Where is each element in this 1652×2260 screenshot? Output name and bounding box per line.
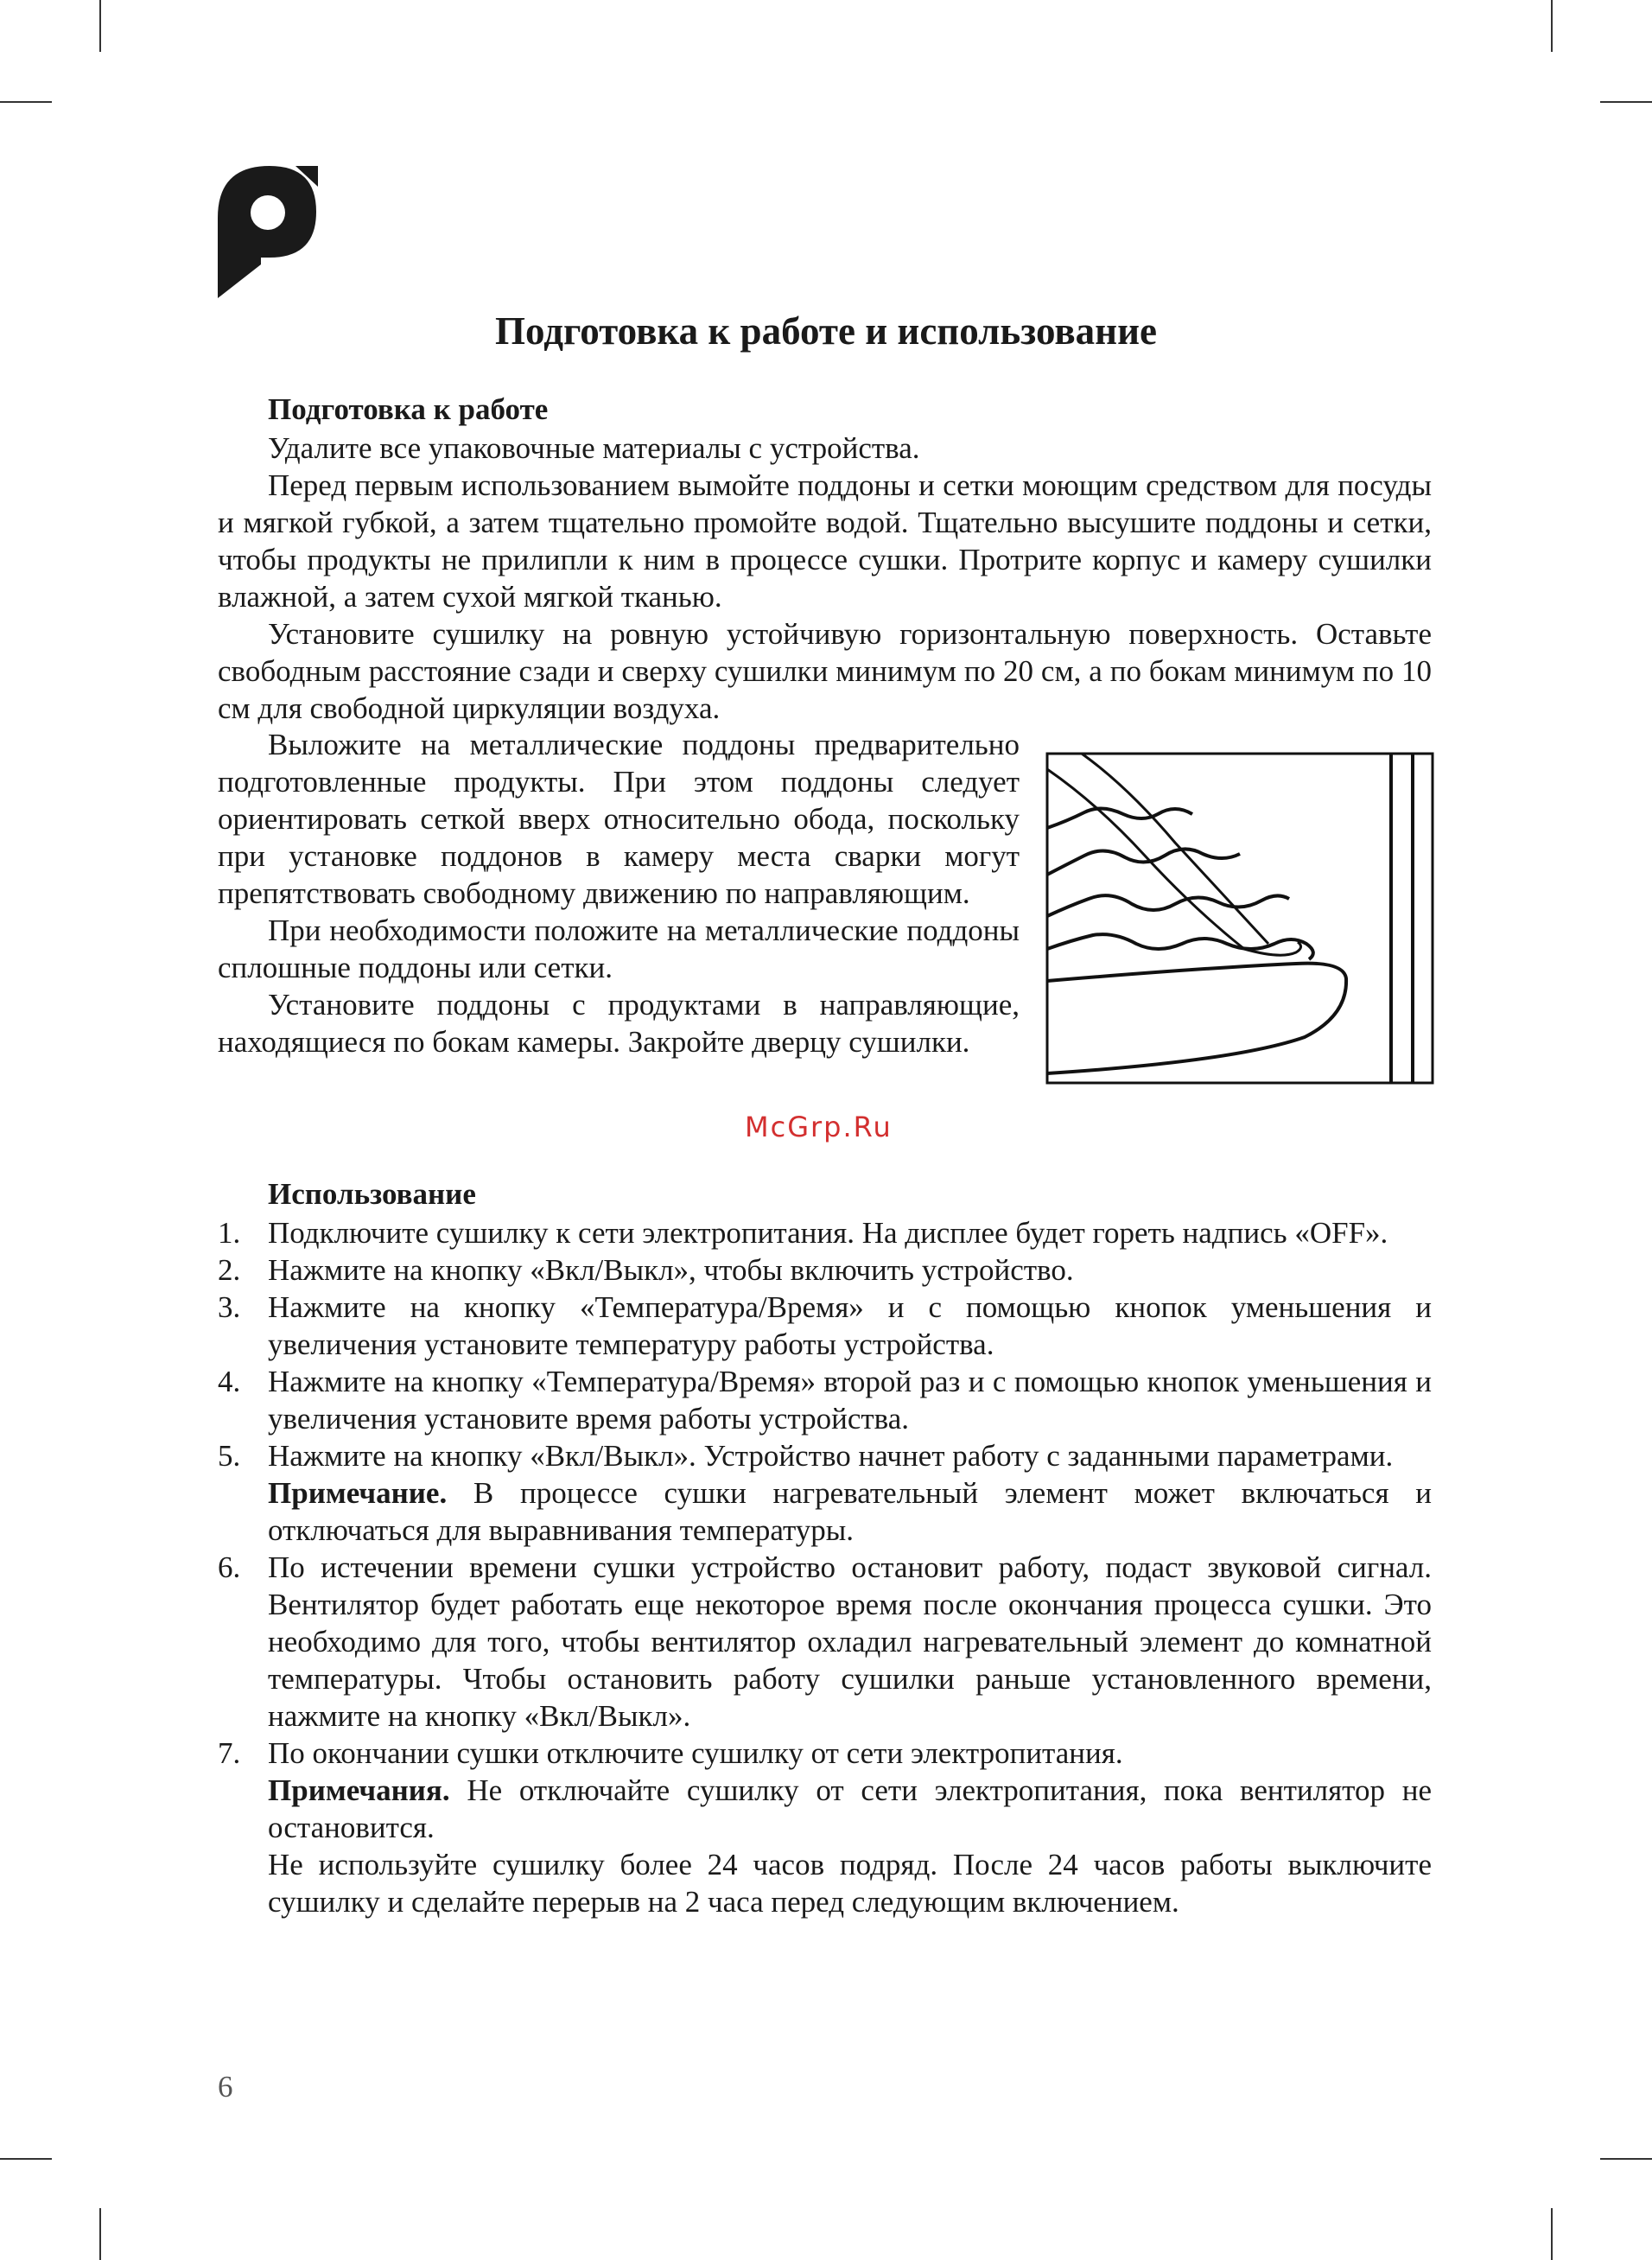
note-item	[218, 1474, 1432, 1549]
paragraph: Перед первым использованием вымойте поддоны и сетки моющим средством для посуды и мягкой губкой, а затем тщательно промойте водой. Тщательно высушите поддоны и сетки, чтобы продукты не прилипли к ним в процессе сушки. Протрите корпус и камеру сушилки влажной, а затем сухой мягкой тканью.	[218, 468, 1432, 614]
crop-mark	[99, 0, 101, 52]
list-item	[218, 1735, 1432, 1772]
step-text: По окончании сушки отключите сушилку от сети электропитания.	[268, 1736, 1123, 1770]
step-number: 3.	[218, 1290, 241, 1324]
note-item	[218, 1772, 1432, 1846]
usage-steps-list	[218, 1214, 1432, 1920]
crop-mark	[99, 2208, 101, 2260]
crop-mark	[1600, 101, 1652, 103]
paragraph: Установите поддоны с продуктами в направляющие, находящиеся по бокам камеры. Закройте дверцу сушилки.	[218, 988, 1020, 1059]
section-heading-preparation: Подготовка к работе	[268, 392, 549, 426]
crop-mark	[1551, 0, 1553, 52]
crop-mark	[1600, 2158, 1652, 2160]
note-text: В процессе сушки нагревательный элемент может включаться и отключаться для выравнивания температуры.	[268, 1476, 1432, 1547]
step-text: Подключите сушилку к сети электропитания. На дисплее будет гореть надпись «OFF».	[268, 1216, 1388, 1250]
watermark: McGrp.Ru	[745, 1111, 893, 1143]
step-text: Нажмите на кнопку «Вкл/Выкл», чтобы включить устройство.	[268, 1253, 1074, 1287]
list-item	[218, 1437, 1432, 1474]
paragraph: При необходимости положите на металлические поддоны сплошные поддоны или сетки.	[218, 914, 1020, 984]
step-text: Нажмите на кнопку «Вкл/Выкл». Устройство начнет работу с заданными параметрами.	[268, 1439, 1394, 1473]
crop-mark	[1551, 2208, 1553, 2260]
crop-mark	[0, 2158, 52, 2160]
crop-mark	[0, 101, 52, 103]
step-number: 2.	[218, 1253, 241, 1287]
brand-logo-icon	[216, 164, 320, 298]
step-text: По истечении времени сушки устройство остановит работу, подаст звуковой сигнал. Вентилятор будет работать еще некоторое время после окончания процесса сушки. Это необходимо для того, чтобы вентилятор охладил нагревательный элемент до комнатной температуры. Чтобы остановить работу сушилки раньше установленного времени, нажмите на кнопку «Вкл/Выкл».	[268, 1550, 1432, 1733]
paragraph: Установите сушилку на ровную устойчивую горизонтальную поверхность. Оставьте свободным расстояние сзади и сверху сушилки минимум по 20 см, а по бокам минимум по 10 см для свободной циркуляции воздуха.	[218, 617, 1432, 725]
note-text: Не используйте сушилку более 24 часов подряд. После 24 часов работы выключите сушилку и сделайте перерыв на 2 часа перед следующим включением.	[268, 1848, 1432, 1919]
paragraph: Удалите все упаковочные материалы с устройства.	[268, 431, 920, 465]
list-item	[218, 1363, 1432, 1437]
step-number: 6.	[218, 1550, 241, 1584]
list-item	[218, 1549, 1432, 1735]
step-number: 1.	[218, 1216, 241, 1250]
preparation-wrapped-text	[218, 726, 1020, 1060]
step-text: Нажмите на кнопку «Температура/Время» и с помощью кнопок уменьшения и увеличения установите температуру работы устройства.	[268, 1290, 1432, 1361]
paragraph: Выложите на металлические поддоны предварительно подготовленные продукты. При этом поддоны следует ориентировать сеткой вверх относительно обода, поскольку при установке поддонов в камеру места сварки могут препятствовать свободному движению по направляющим.	[218, 728, 1020, 910]
list-item	[218, 1251, 1432, 1289]
list-item	[218, 1214, 1432, 1251]
step-number: 4.	[218, 1365, 241, 1398]
step-number: 7.	[218, 1736, 241, 1770]
step-text: Нажмите на кнопку «Температура/Время» второй раз и с помощью кнопок уменьшения и увеличения установите время работы устройства.	[268, 1365, 1432, 1436]
note-label: Примечания.	[268, 1773, 450, 1807]
page-number: 6	[218, 2070, 233, 2104]
list-item	[218, 1289, 1432, 1363]
page-title: Подготовка к работе и использование	[494, 309, 1157, 353]
step-number: 5.	[218, 1439, 241, 1473]
tray-illustration	[1045, 752, 1434, 1085]
note-text: Не отключайте сушилку от сети электропитания, пока вентилятор не остановится.	[268, 1773, 1432, 1844]
preparation-intro	[218, 430, 1432, 727]
note-label: Примечание.	[268, 1476, 448, 1510]
section-heading-usage: Использование	[268, 1177, 476, 1211]
note-item	[218, 1846, 1432, 1920]
